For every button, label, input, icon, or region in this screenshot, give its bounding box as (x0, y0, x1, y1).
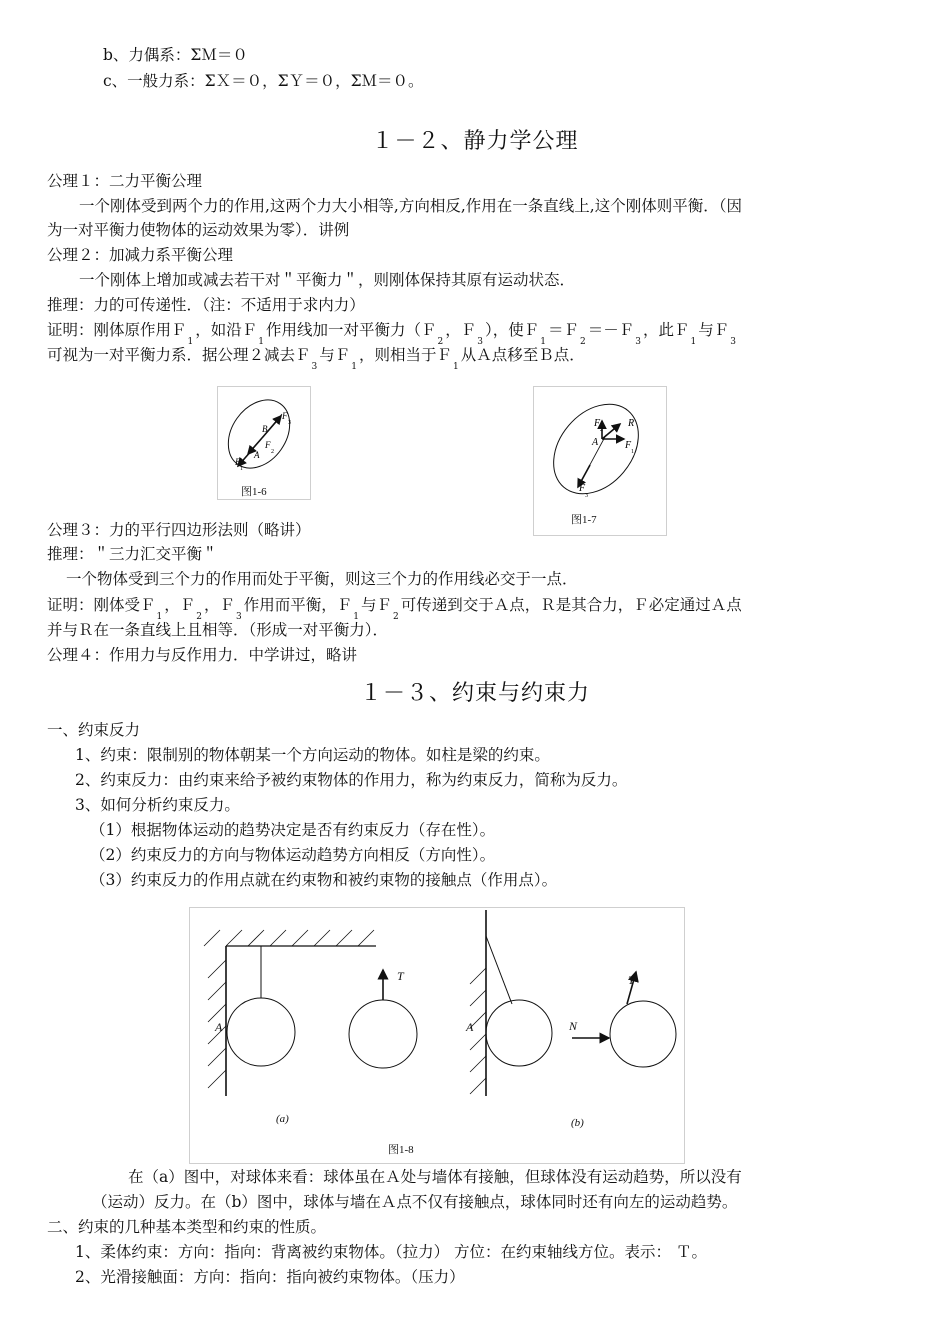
figure-1-7 (533, 386, 667, 536)
axiom-4: 公理４：作用力与反作用力．中学讲过，略讲 (47, 646, 358, 664)
axiom-3-heading: 公理３：力的平行四边形法则（略讲） (47, 521, 311, 539)
rigid-body-ellipse (536, 388, 655, 511)
svg-text:B: B (262, 424, 268, 434)
svg-text:F: F (625, 440, 632, 451)
figure-1-7-caption: 图1-7 (571, 514, 597, 526)
ceiling-hatch (204, 930, 374, 946)
resultant-r-arrow (602, 424, 620, 439)
section-title-constraints: １－３、约束与约束力 (359, 681, 590, 706)
figure-1-6 (217, 386, 311, 500)
svg-text:1: 1 (631, 449, 634, 455)
figure-1-8-drawing (190, 908, 684, 1163)
axiom-1-text: 一个刚体受到两个力的作用,这两个力大小相等,方向相反,作用在一条直线上,这个刚体则平衡．（因 (79, 197, 742, 215)
proof-1-line-2: 可视为一对平衡力系．据公理２减去Ｆ$_3$与Ｆ$_1$，则相当于Ｆ$_1$从Ａ点移至Ｂ点． (47, 346, 585, 372)
type-flexible-constraint: 1、柔体约束：方向：指向：背离被约束物体。（拉力） 方位：在约束轴线方位。表示： Ｔ。 (75, 1243, 707, 1261)
svg-text:F: F (594, 418, 601, 429)
svg-text:1: 1 (240, 466, 243, 472)
figure-1-7-drawing (534, 387, 666, 535)
svg-text:A: A (592, 437, 599, 448)
item-constraint: 1、约束：限制别的物体朝某一个方向运动的物体。如柱是梁的约束。 (75, 746, 550, 764)
axiom-2-heading: 公理２：加减力系平衡公理 (47, 246, 234, 264)
svg-text:(b): (b) (571, 1117, 584, 1129)
line-moment-system: b、力偶系：ΣＭ＝０ (103, 46, 248, 64)
line-general-system: c、一般力系：ΣＸ＝０，ΣＹ＝０，ΣＭ＝０。 (103, 72, 424, 90)
ball-b-free-body (610, 1001, 676, 1067)
proof-1-line-1: 证明：刚体原作用Ｆ$_1$，如沿Ｆ$_1$作用线加一对平衡力（Ｆ$_2$，Ｆ$_3$），使Ｆ$_1$＝Ｆ$_2$＝－Ｆ$_3$，此Ｆ$_1$与Ｆ$_3$ (47, 321, 736, 347)
proof-3-line-2: 并与Ｒ在一条直线上且相等．（形成一对平衡力）． (47, 621, 389, 639)
svg-text:T: T (397, 969, 404, 983)
svg-text:F: F (579, 483, 586, 494)
part-1-heading: 一、约束反力 (47, 721, 141, 739)
rigid-body-ellipse (218, 388, 302, 480)
sub-item-point: （3）约束反力的作用点就在约束物和被约束物的接触点（作用点）。 (90, 871, 558, 889)
svg-text:3: 3 (288, 420, 291, 426)
axiom-3-text: 一个物体受到三个力的作用而处于平衡，则这三个力的作用线必交于一点． (66, 570, 578, 588)
axiom-1-heading: 公理１：二力平衡公理 (47, 172, 203, 190)
svg-text:F: F (265, 440, 271, 450)
sub-item-direction: （2）约束反力的方向与物体运动趋势方向相反（方向性）。 (90, 846, 496, 864)
svg-text:A: A (215, 1020, 223, 1034)
ball-b (486, 1000, 552, 1066)
part-2-heading: 二、约束的几种基本类型和约束的性质。 (47, 1218, 327, 1236)
diagram-b (470, 910, 676, 1096)
corollary-transmissibility: 推理：力的可传递性．（注：不适用于求内力） (47, 296, 365, 314)
explanation-line-2: （运动）反力。在（b）图中，球体与墙在Ａ点不仅有接触点，球体同时还有向左的运动趋势。 (92, 1193, 738, 1211)
svg-text:A: A (466, 1020, 474, 1034)
svg-text:(a): (a) (276, 1113, 289, 1125)
figure-1-8-caption: 图1-8 (388, 1144, 414, 1156)
sub-item-existence: （1）根据物体运动的趋势决定是否有约束反力（存在性）。 (90, 821, 496, 839)
ball-a (227, 998, 295, 1066)
axiom-2-text: 一个刚体上增加或减去若干对＂平衡力＂，则刚体保持其原有运动状态． (79, 271, 576, 289)
svg-text:F: F (282, 411, 288, 421)
svg-text:F: F (235, 457, 241, 467)
corollary-three-force: 推理：＂三力汇交平衡＂ (47, 545, 218, 563)
figure-1-8 (189, 907, 685, 1164)
figure-1-6-caption: 图1-6 (241, 486, 267, 498)
type-smooth-contact: 2、光滑接触面：方向：指向：指向被约束物体。（压力） (75, 1268, 465, 1286)
rope-b (486, 936, 512, 1004)
svg-text:N: N (569, 1019, 578, 1033)
proof-3-line-1: 证明：刚体受Ｆ$_1$，Ｆ$_2$，Ｆ$_3$作用而平衡，Ｆ$_1$与Ｆ$_2$可传递到交于Ａ点，Ｒ是其合力，Ｆ必定通过Ａ点 (47, 596, 742, 622)
ball-a-free-body (349, 1000, 417, 1068)
svg-text:2: 2 (271, 449, 274, 455)
item-reaction-force: 2、约束反力：由约束来给予被约束物体的作用力，称为约束反力，简称为反力。 (75, 771, 628, 789)
diagram-a (204, 930, 417, 1096)
axiom-1-text-cont: 为一对平衡力使物体的运动效果为零）．讲例 (47, 221, 350, 239)
item-analysis: 3、如何分析约束反力。 (75, 796, 240, 814)
svg-text:T: T (628, 973, 635, 987)
svg-text:A: A (254, 450, 260, 460)
svg-text:2: 2 (600, 427, 603, 433)
svg-text:R: R (628, 418, 635, 429)
explanation-line-1: 在（a）图中，对球体来看：球体虽在Ａ处与墙体有接触，但球体没有运动趋势，所以没有 (128, 1168, 742, 1186)
section-title-statics-axioms: １－２、静力学公理 (371, 129, 579, 154)
svg-text:3: 3 (585, 493, 588, 499)
